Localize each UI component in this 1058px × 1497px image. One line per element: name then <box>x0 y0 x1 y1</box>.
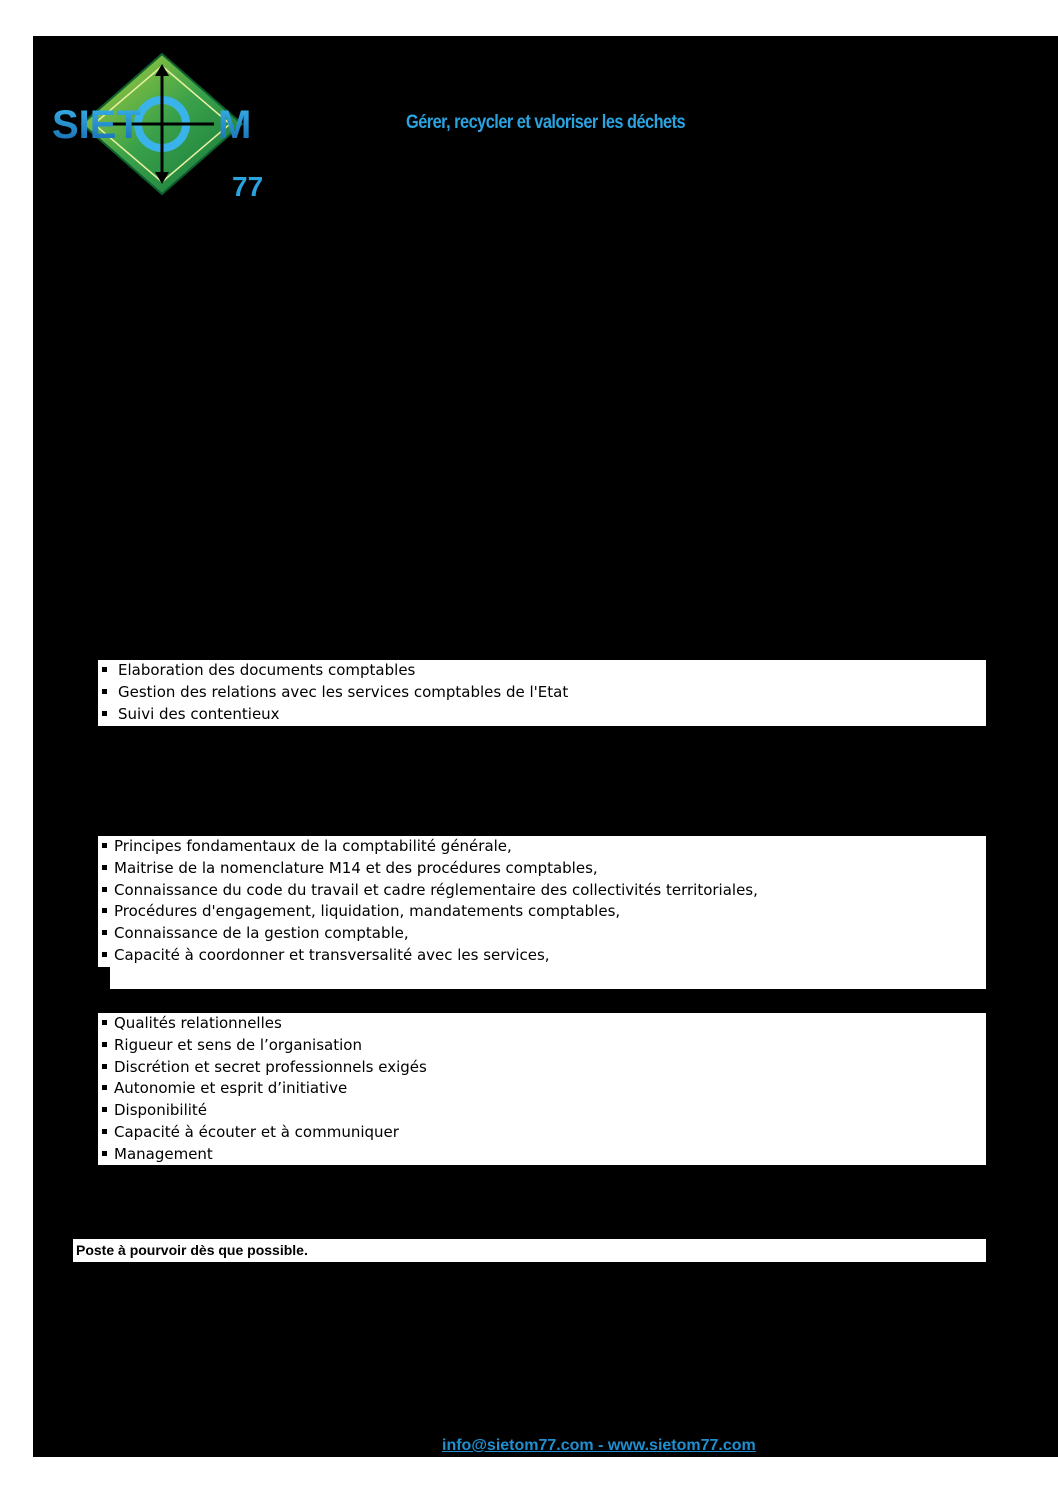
availability-note: Poste à pourvoir dès que possible. <box>73 1239 986 1262</box>
bullet-icon <box>102 1064 107 1069</box>
bullet-icon <box>102 1042 107 1047</box>
bullet-icon <box>102 952 107 957</box>
list-item: Disponibilité <box>98 1100 986 1122</box>
list-item: Capacité à coordonner et transversalité avec les services, <box>98 945 986 967</box>
tagline: Gérer, recycler et valoriser les déchets <box>406 112 686 133</box>
list-item: Rigueur et sens de l’organisation <box>98 1035 986 1057</box>
contact-link[interactable]: info@sietom77.com - www.sietom77.com <box>442 1437 756 1454</box>
bullet-icon <box>102 930 107 935</box>
list-item: Autonomie et esprit d’initiative <box>98 1078 986 1100</box>
bullet-icon <box>102 1020 107 1025</box>
logo-number: 77 <box>232 171 264 202</box>
list-item: Suivi des contentieux <box>98 704 986 726</box>
list-item: Discrétion et secret professionnels exigés <box>98 1057 986 1079</box>
list-item: Connaissance de la gestion comptable, <box>98 923 986 945</box>
bullet-icon <box>102 667 107 672</box>
list-item: Elaboration des documents comptables <box>98 660 986 682</box>
logo-text-right: M <box>218 103 252 147</box>
bullet-icon <box>102 1129 107 1134</box>
logo-text-left: SIET <box>52 103 141 147</box>
bullet-icon <box>102 1085 107 1090</box>
bullet-icon <box>102 711 107 716</box>
bullet-icon <box>102 865 107 870</box>
bullet-icon <box>102 908 107 913</box>
list-item: Gestion des relations avec les services comptables de l'Etat <box>98 682 986 704</box>
bullet-icon <box>102 1107 107 1112</box>
bullet-icon <box>102 843 107 848</box>
list-item: Maitrise de la nomenclature M14 et des procédures comptables, <box>98 858 986 880</box>
qualites-list <box>98 1013 986 1165</box>
competences-list <box>98 836 986 967</box>
competences-list-extension <box>110 967 986 989</box>
list-item: Principes fondamentaux de la comptabilité générale, <box>98 836 986 858</box>
list-item: Procédures d'engagement, liquidation, mandatements comptables, <box>98 901 986 923</box>
list-item: Qualités relationnelles <box>98 1013 986 1035</box>
bullet-icon <box>102 1151 107 1156</box>
missions-list <box>98 660 986 726</box>
list-item: Connaissance du code du travail et cadre réglementaire des collectivités territoriales, <box>98 880 986 902</box>
list-item: Capacité à écouter et à communiquer <box>98 1122 986 1144</box>
bullet-icon <box>102 887 107 892</box>
list-item: Management <box>98 1144 986 1166</box>
bullet-icon <box>102 689 107 694</box>
sietom-logo <box>52 52 272 202</box>
